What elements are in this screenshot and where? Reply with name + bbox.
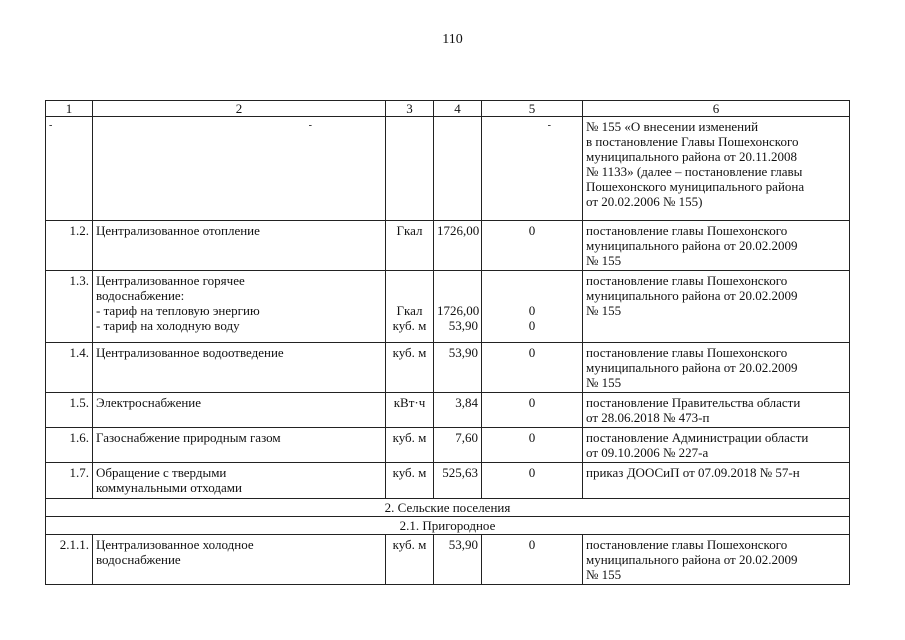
doc-line: постановление главы Пошехонского [586, 273, 788, 288]
row-number: 1.3. [46, 271, 93, 343]
row-unit [386, 393, 434, 428]
row-value [434, 221, 482, 271]
section-row [46, 499, 850, 517]
name-line: - тариф на тепловую энергию [96, 303, 260, 318]
value-line: 7,60 [455, 430, 478, 445]
row-name [93, 463, 386, 499]
table-row [46, 428, 850, 463]
row-zero [482, 463, 583, 499]
header-col-2: 2 [93, 101, 386, 117]
zero-line [485, 273, 579, 288]
value-line [437, 273, 478, 288]
zero-line: 0 [528, 345, 536, 360]
row-number: 2.1.1. [46, 535, 93, 585]
row-value [434, 271, 482, 343]
row-unit [386, 343, 434, 393]
name-line: Централизованное холодное [96, 537, 254, 552]
row-unit [386, 535, 434, 585]
doc-line: № 155 [586, 375, 622, 390]
table-row [46, 221, 850, 271]
row-number: 1.7. [46, 463, 93, 499]
row-unit [386, 463, 434, 499]
doc-line: муниципального района от 20.02.2009 [586, 238, 798, 253]
table-header-row [46, 101, 850, 117]
doc-line: № 155 [586, 253, 622, 268]
doc-line: приказ ДООСиП от 07.09.2018 № 57-н [586, 465, 800, 480]
continuation-mark: - [49, 120, 53, 131]
row-name [93, 343, 386, 393]
name-line: Централизованное водоотведение [96, 345, 284, 360]
doc-line: Пошехонского муниципального района [586, 179, 805, 194]
header-col-4: 4 [434, 101, 482, 117]
row-doc [583, 271, 850, 343]
unit-line: куб. м [392, 345, 427, 360]
value-line: 3,84 [455, 395, 478, 410]
doc-line: постановление Правительства области [586, 395, 801, 410]
row-unit [386, 271, 434, 343]
name-line: Электроснабжение [96, 395, 202, 410]
row-zero [482, 393, 583, 428]
row-doc [583, 428, 850, 463]
subsection-title: 2.1. Пригородное [46, 517, 850, 535]
table-row [46, 393, 850, 428]
row-value [434, 343, 482, 393]
zero-line: 0 [528, 303, 536, 318]
row-name [93, 428, 386, 463]
row-doc [583, 393, 850, 428]
row-unit [386, 428, 434, 463]
row-zero [482, 221, 583, 271]
table-row [46, 535, 850, 585]
unit-line: Гкал [396, 223, 423, 238]
unit-line: Гкал [396, 303, 423, 318]
doc-line: от 28.06.2018 № 473-п [586, 410, 710, 425]
doc-line: № 155 [586, 567, 622, 582]
unit-line [389, 273, 430, 288]
doc-line: муниципального района от 20.02.2009 [586, 360, 798, 375]
doc-line: постановление главы Пошехонского [586, 223, 788, 238]
continuation-zero-cell [482, 117, 583, 221]
row-zero [482, 535, 583, 585]
unit-line: куб. м [392, 465, 427, 480]
row-doc [583, 343, 850, 393]
doc-line: муниципального района от 20.11.2008 [586, 149, 798, 164]
row-doc [583, 535, 850, 585]
row-number: 1.2. [46, 221, 93, 271]
name-line: коммунальными отходами [96, 480, 242, 495]
value-line: 525,63 [442, 465, 478, 480]
zero-line: 0 [528, 223, 536, 238]
header-col-3: 3 [386, 101, 434, 117]
doc-line: № 1133» (далее – постановление главы [586, 164, 803, 179]
zero-line [485, 288, 579, 303]
name-line: - тариф на холодную воду [96, 318, 240, 333]
zero-line: 0 [528, 465, 536, 480]
row-number: 1.6. [46, 428, 93, 463]
name-line: Централизованное отопление [96, 223, 260, 238]
value-line: 1726,00 [437, 223, 480, 238]
row-name [93, 221, 386, 271]
row-zero [482, 428, 583, 463]
subsection-row [46, 517, 850, 535]
zero-line: 0 [528, 430, 536, 445]
doc-line: постановление Администрации области [586, 430, 809, 445]
doc-line: от 20.02.2006 № 155) [586, 194, 703, 209]
value-line: 53,90 [448, 345, 478, 360]
table-row [46, 343, 850, 393]
continuation-unit-cell [386, 117, 434, 221]
doc-line: муниципального района от 20.02.2009 [586, 288, 798, 303]
value-line: 1726,00 [437, 303, 480, 318]
doc-line: № 155 [586, 303, 622, 318]
header-col-1: 1 [46, 101, 93, 117]
row-value [434, 428, 482, 463]
continuation-row [46, 117, 850, 221]
value-line: 53,90 [448, 537, 478, 552]
name-line: водоснабжение: [96, 288, 185, 303]
name-line: Централизованное горячее [96, 273, 245, 288]
doc-line: № 155 «О внесении изменений [586, 119, 759, 134]
unit-line: куб. м [392, 318, 427, 333]
row-name [93, 271, 386, 343]
name-line: Газоснабжение природным газом [96, 430, 281, 445]
row-number: 1.5. [46, 393, 93, 428]
header-col-6: 6 [583, 101, 850, 117]
zero-line: 0 [528, 318, 536, 333]
doc-line: муниципального района от 20.02.2009 [586, 552, 798, 567]
section-title: 2. Сельские поселения [46, 499, 850, 517]
row-unit [386, 221, 434, 271]
name-line: водоснабжение [96, 552, 181, 567]
continuation-mark: - [547, 120, 551, 131]
value-line: 53,90 [448, 318, 478, 333]
value-line [437, 288, 478, 303]
row-zero [482, 343, 583, 393]
doc-line: в постановление Главы Пошехонского [586, 134, 799, 149]
zero-line: 0 [528, 537, 536, 552]
row-value [434, 535, 482, 585]
zero-line: 0 [528, 395, 536, 410]
unit-line: куб. м [392, 430, 427, 445]
page-number: 110 [442, 32, 463, 47]
row-value [434, 463, 482, 499]
table-row [46, 463, 850, 499]
continuation-num-cell [46, 117, 93, 221]
doc-line: от 09.10.2006 № 227-а [586, 445, 709, 460]
continuation-name-cell [93, 117, 386, 221]
doc-line: постановление главы Пошехонского [586, 537, 788, 552]
row-number: 1.4. [46, 343, 93, 393]
unit-line: куб. м [392, 537, 427, 552]
row-doc [583, 221, 850, 271]
row-name [93, 535, 386, 585]
unit-line [389, 288, 430, 303]
doc-line: постановление главы Пошехонского [586, 345, 788, 360]
table-row [46, 271, 850, 343]
row-name [93, 393, 386, 428]
name-line: Обращение с твердыми [96, 465, 227, 480]
row-zero [482, 271, 583, 343]
row-doc [583, 463, 850, 499]
continuation-mark: - [308, 120, 312, 131]
tariff-table [45, 100, 850, 585]
continuation-value-cell [434, 117, 482, 221]
unit-line: кВт·ч [393, 395, 426, 410]
continuation-doc-cell [583, 117, 850, 221]
header-col-5: 5 [482, 101, 583, 117]
row-value [434, 393, 482, 428]
